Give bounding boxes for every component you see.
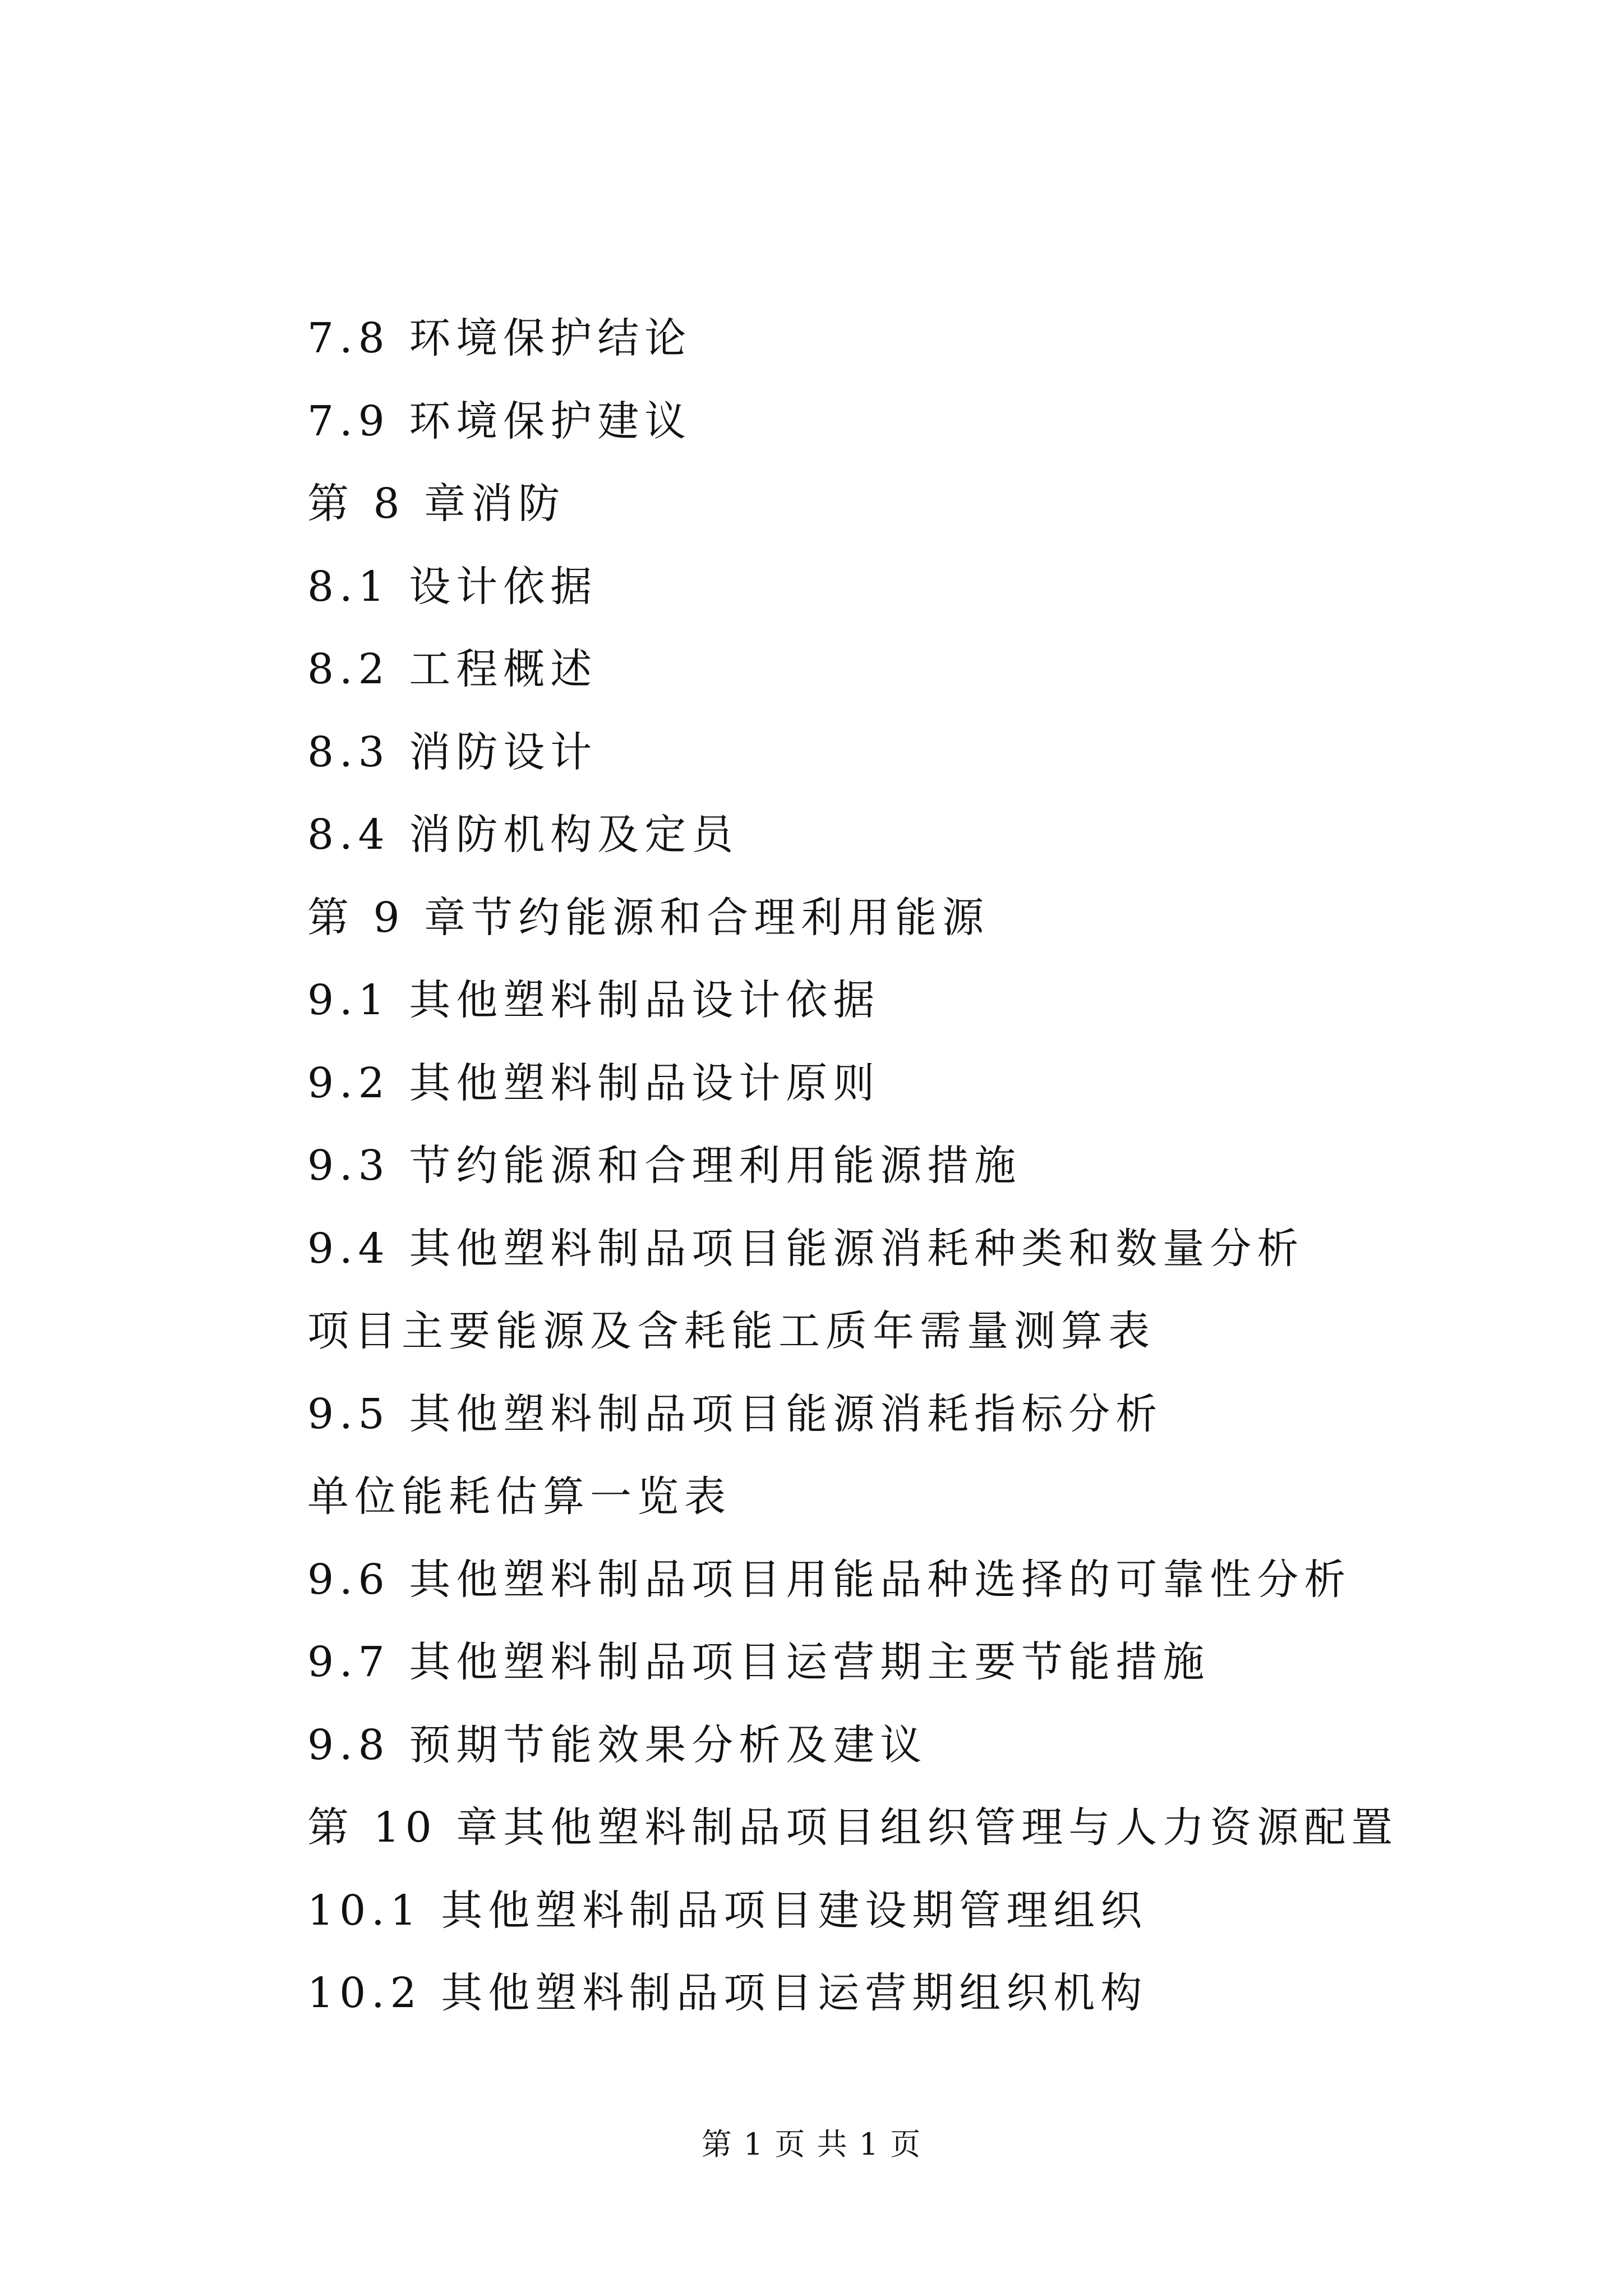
toc-entry: 9.3 节约能源和合理利用能源措施 — [307, 1142, 1022, 1190]
toc-entry: 10.2 其他塑料制品项目运营期组织机构 — [307, 1969, 1148, 2017]
toc-entry: 9.8 预期节能效果分析及建议 — [307, 1720, 928, 1769]
toc-chapter-heading: 第 8 章消防 — [307, 480, 566, 528]
toc-entry: 9.7 其他塑料制品项目运营期主要节能措施 — [307, 1638, 1210, 1686]
toc-entry: 9.5 其他塑料制品项目能源消耗指标分析 — [307, 1389, 1163, 1438]
page-footer: 第 1 页 共 1 页 — [701, 2127, 922, 2162]
toc-entry: 7.8 环境保护结论 — [307, 314, 692, 362]
toc-entry: 8.1 设计依据 — [307, 562, 598, 611]
table-of-contents — [307, 297, 1541, 2035]
toc-table-entry: 单位能耗估算一览表 — [307, 1473, 731, 1521]
toc-entry: 8.2 工程概述 — [307, 645, 598, 693]
toc-entry: 9.4 其他塑料制品项目能源消耗种类和数量分析 — [307, 1224, 1304, 1273]
toc-table-entry: 项目主要能源及含耗能工质年需量测算表 — [307, 1307, 1155, 1355]
toc-entry: 9.6 其他塑料制品项目用能品种选择的可靠性分析 — [307, 1555, 1352, 1604]
toc-entry: 10.1 其他塑料制品项目建设期管理组织 — [307, 1886, 1148, 1935]
toc-entry: 9.1 其他塑料制品设计依据 — [307, 976, 880, 1024]
toc-entry: 9.2 其他塑料制品设计原则 — [307, 1059, 880, 1107]
toc-entry: 8.4 消防机构及定员 — [307, 811, 739, 859]
toc-chapter-heading: 第 10 章其他塑料制品项目组织管理与人力资源配置 — [307, 1803, 1399, 1852]
toc-chapter-heading: 第 9 章节约能源和合理利用能源 — [307, 893, 990, 942]
toc-entry: 7.9 环境保护建议 — [307, 397, 692, 445]
toc-entry: 8.3 消防设计 — [307, 728, 598, 776]
